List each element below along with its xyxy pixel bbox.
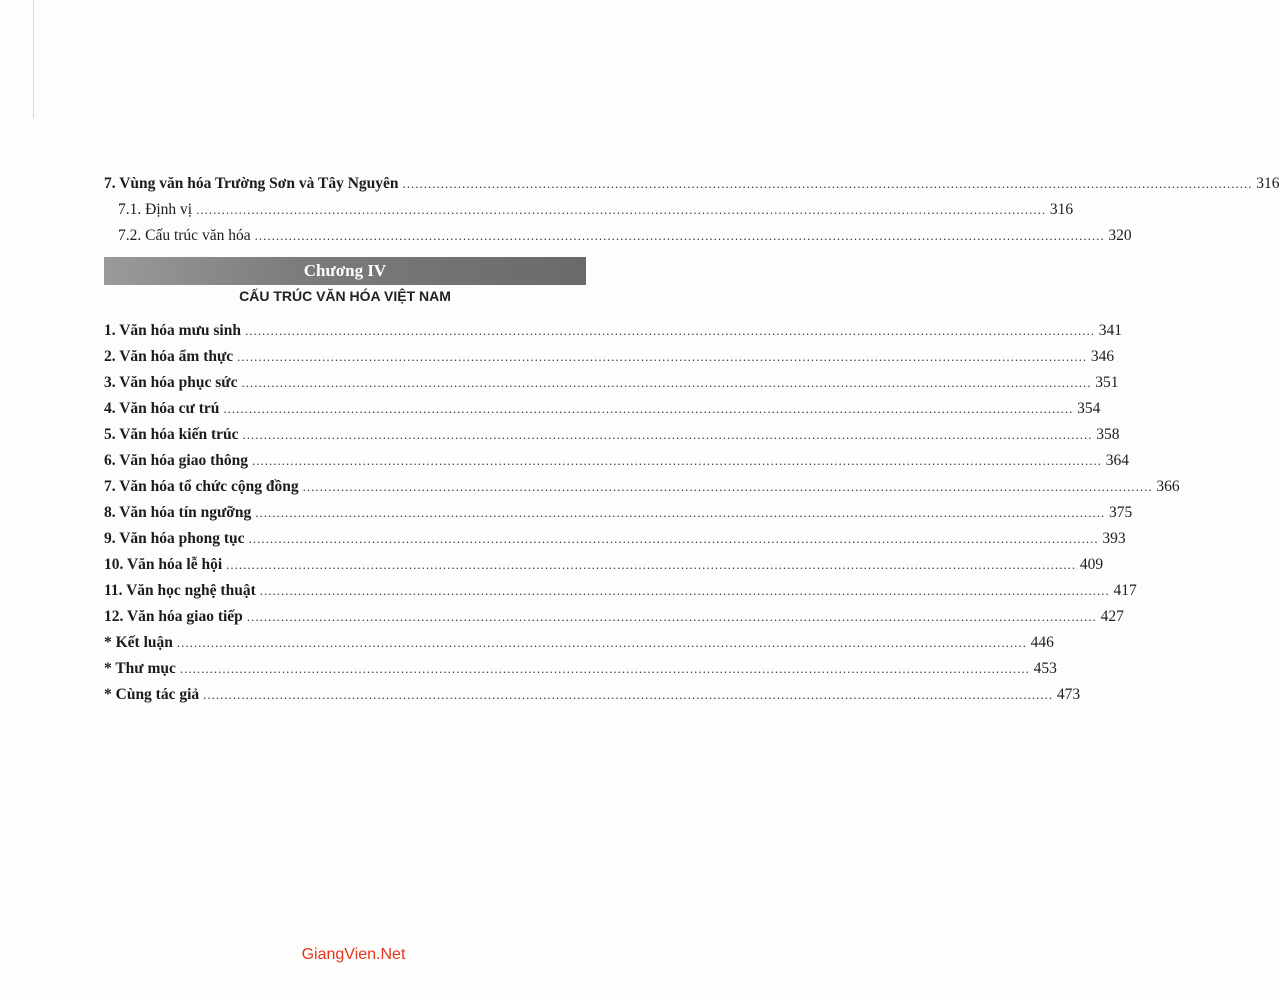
toc-entry-title: 5. Văn hóa kiến trúc: [104, 426, 239, 443]
toc-entry[interactable]: [104, 552, 1104, 578]
toc-entry-title: 7.1. Định vị: [118, 201, 193, 218]
toc-leader-dots: ........................................................................................................................................................................................................: [302, 479, 1153, 494]
toc-page-number: 346: [1090, 348, 1115, 365]
chapter-subtitle: CẤU TRÚC VĂN HÓA VIỆT NAM: [239, 288, 451, 304]
toc-entry[interactable]: [104, 344, 1115, 370]
toc-leader-dots: ........................................................................................................................................................................................................: [203, 687, 1054, 702]
toc-leader-dots: ........................................................................................................................................................................................................: [179, 661, 1030, 676]
scan-edge-line: [33, 0, 34, 118]
toc-page-number: 417: [1113, 582, 1137, 599]
toc-leader-dots: ........................................................................................................................................................................................................: [223, 401, 1074, 416]
toc-leader-dots: ........................................................................................................................................................................................................: [402, 176, 1253, 191]
toc-leader-dots: ........................................................................................................................................................................................................: [254, 228, 1105, 243]
toc-entry-title: 10. Văn hóa lễ hội: [104, 556, 223, 573]
toc-entry[interactable]: [104, 223, 1132, 249]
toc-leader-dots: ........................................................................................................................................................................................................: [259, 583, 1110, 598]
toc-page-number: 316: [1049, 201, 1074, 218]
toc-section-top: [104, 171, 1280, 249]
toc-entry-title: 4. Văn hóa cư trú: [104, 400, 220, 417]
toc-page-number: 446: [1030, 634, 1054, 651]
chapter-heading-bar: [104, 257, 586, 285]
toc-entry[interactable]: [104, 171, 1280, 197]
toc-leader-dots: ........................................................................................................................................................................................................: [248, 531, 1099, 546]
toc-entry-title: 8. Văn hóa tín ngưỡng: [104, 504, 252, 521]
toc-entry-title: 1. Văn hóa mưu sinh: [104, 322, 241, 339]
toc-page-number: 320: [1108, 227, 1132, 244]
toc-entry-title: 11. Văn học nghệ thuật: [104, 582, 256, 599]
toc-entry-title: * Cùng tác giả: [104, 686, 200, 703]
toc-entry-title: 12. Văn hóa giao tiếp: [104, 608, 243, 625]
watermark-text: GiangVien.Net: [301, 946, 406, 963]
toc-page-number: 358: [1096, 426, 1120, 443]
toc-entry[interactable]: [104, 370, 1119, 396]
toc-page-number: 341: [1098, 322, 1122, 339]
toc-entry-title: 7. Văn hóa tổ chức cộng đồng: [104, 478, 299, 495]
toc-entry[interactable]: [104, 422, 1120, 448]
toc-leader-dots: ........................................................................................................................................................................................................: [246, 609, 1097, 624]
toc-page-number: 316: [1256, 175, 1280, 192]
toc-leader-dots: ........................................................................................................................................................................................................: [252, 453, 1102, 468]
toc-entry-title: 3. Văn hóa phục sức: [104, 374, 238, 391]
toc-entry-title: 7.2. Cấu trúc văn hóa: [118, 227, 251, 244]
toc-entry-title: * Kết luận: [104, 634, 173, 651]
chapter-label: Chương IV: [303, 261, 387, 280]
toc-entry[interactable]: [104, 448, 1129, 474]
toc-entry[interactable]: [104, 318, 1122, 344]
toc-entry-title: 6. Văn hóa giao thông: [104, 452, 248, 469]
toc-entry[interactable]: [104, 197, 1074, 223]
toc-entry[interactable]: [104, 604, 1124, 630]
toc-page-number: 409: [1079, 556, 1104, 573]
toc-entry-title: 9. Văn hóa phong tục: [104, 530, 245, 547]
toc-page-number: 375: [1109, 504, 1133, 521]
toc-entry[interactable]: [104, 500, 1133, 526]
toc-entry-title: * Thư mục: [104, 660, 176, 677]
toc-page-number: 453: [1033, 660, 1057, 677]
toc-entry[interactable]: [104, 682, 1081, 708]
toc-leader-dots: ........................................................................................................................................................................................................: [244, 323, 1095, 338]
toc-page-number: 351: [1095, 374, 1119, 391]
toc-entry[interactable]: [104, 526, 1126, 552]
toc-page-number: 366: [1156, 478, 1180, 495]
toc-leader-dots: ........................................................................................................................................................................................................: [196, 202, 1047, 217]
toc-entry[interactable]: [104, 656, 1057, 682]
toc-entry[interactable]: [104, 396, 1101, 422]
toc-entry[interactable]: [104, 474, 1180, 500]
toc-entry[interactable]: [104, 578, 1137, 604]
toc-leader-dots: ........................................................................................................................................................................................................: [176, 635, 1027, 650]
toc-entry[interactable]: [104, 630, 1054, 656]
toc-entry-title: 7. Vùng văn hóa Trường Sơn và Tây Nguyên: [104, 175, 399, 192]
toc-page-number: 473: [1056, 686, 1081, 703]
toc-leader-dots: ........................................................................................................................................................................................................: [226, 557, 1077, 572]
toc-leader-dots: ........................................................................................................................................................................................................: [241, 375, 1092, 390]
toc-page-number: 354: [1077, 400, 1101, 417]
toc-section-main: [104, 318, 1180, 708]
toc-leader-dots: ........................................................................................................................................................................................................: [242, 427, 1093, 442]
toc-leader-dots: ........................................................................................................................................................................................................: [255, 505, 1106, 520]
toc-page-number: 393: [1102, 530, 1126, 547]
toc-leader-dots: ........................................................................................................................................................................................................: [237, 349, 1088, 364]
toc-page-number: 364: [1105, 452, 1129, 469]
toc-page-number: 427: [1100, 608, 1124, 625]
toc-entry-title: 2. Văn hóa ẩm thực: [104, 348, 234, 365]
